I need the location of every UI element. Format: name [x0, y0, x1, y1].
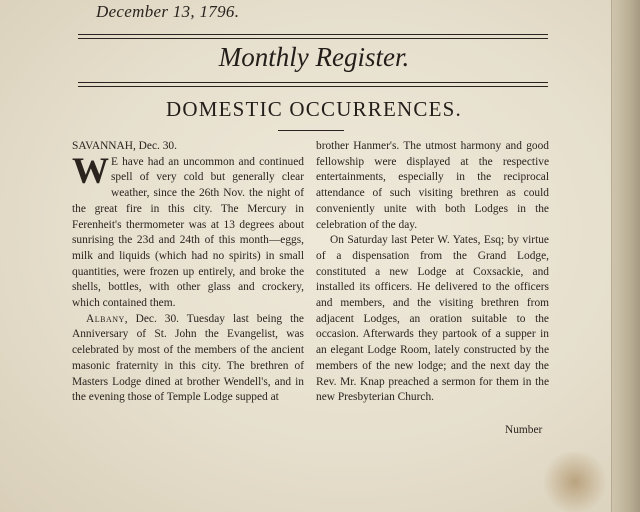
continuation-paragraph: brother Hanmer's. The utmost harmony and good fellowship were displayed at the respective entertainments, especially in the reciprocal attendance of such visiting brethren as could conveniently unite with both Lodges in the celebration of the day. — [316, 140, 549, 231]
savannah-dateline: SAVANNAH, Dec. 30. — [72, 140, 177, 152]
albany-paragraph — [72, 312, 304, 406]
saturday-paragraph: On Saturday last Peter W. Yates, Esq; by virtue of a dispensation from the Grand Lodge, constituted a new Lodge at Coxsackie, and installed its officers. He delivered to the officers and members, and the visiting brethren from adjacent Lodges, an oration suitable to the occasion. Afterwards they partook of a supper in an elegant Lodge Room, lately constructed by the members of the new lodge; and the next day the Rev. Mr. Knap preached a sermon for them in the new Presbyterian Church. — [316, 234, 549, 404]
savannah-paragraph — [72, 150, 304, 312]
header-rule-bottom — [78, 82, 548, 83]
header-rule-top-double — [78, 38, 548, 39]
header-rule-top — [78, 34, 548, 35]
heading-divider — [278, 130, 344, 131]
paper-stain — [540, 452, 610, 512]
left-column — [72, 139, 304, 406]
catchword: Number — [505, 424, 543, 436]
section-title: Monthly Register. — [218, 42, 410, 72]
header-rule-bottom-double — [78, 86, 548, 87]
page-edge — [611, 0, 640, 512]
savannah-text: E have had an uncommon and continued spell of very cold but generally clear weather, since the 26th Nov. the night of the great fire in this city. The Mercury in Ferenheit's thermometer was at 13 degrees about sunrising the 23d and 24th of this month—eggs, milk and liquids (which had no spirits) in small quantities, were frozen up entirely, and broke the shells, bottles, with other glass and crockery, which contained them. — [72, 155, 304, 310]
right-column — [316, 139, 549, 406]
drop-cap: W — [72, 150, 109, 192]
issue-date: December 13, 1796. — [96, 2, 240, 21]
albany-dateline: Albany — [86, 312, 125, 325]
article-heading: DOMESTIC OCCURRENCES. — [166, 97, 462, 121]
albany-text: , Dec. 30. Tuesday last being the Anniversary of St. John the Evangelist, was celebrated by most of the members of the ancient masonic fraternity in this city. The brethren of Masters Lodge dined at brother Wendell's, and in the evening those of Temple Lodge supped at — [72, 312, 304, 404]
